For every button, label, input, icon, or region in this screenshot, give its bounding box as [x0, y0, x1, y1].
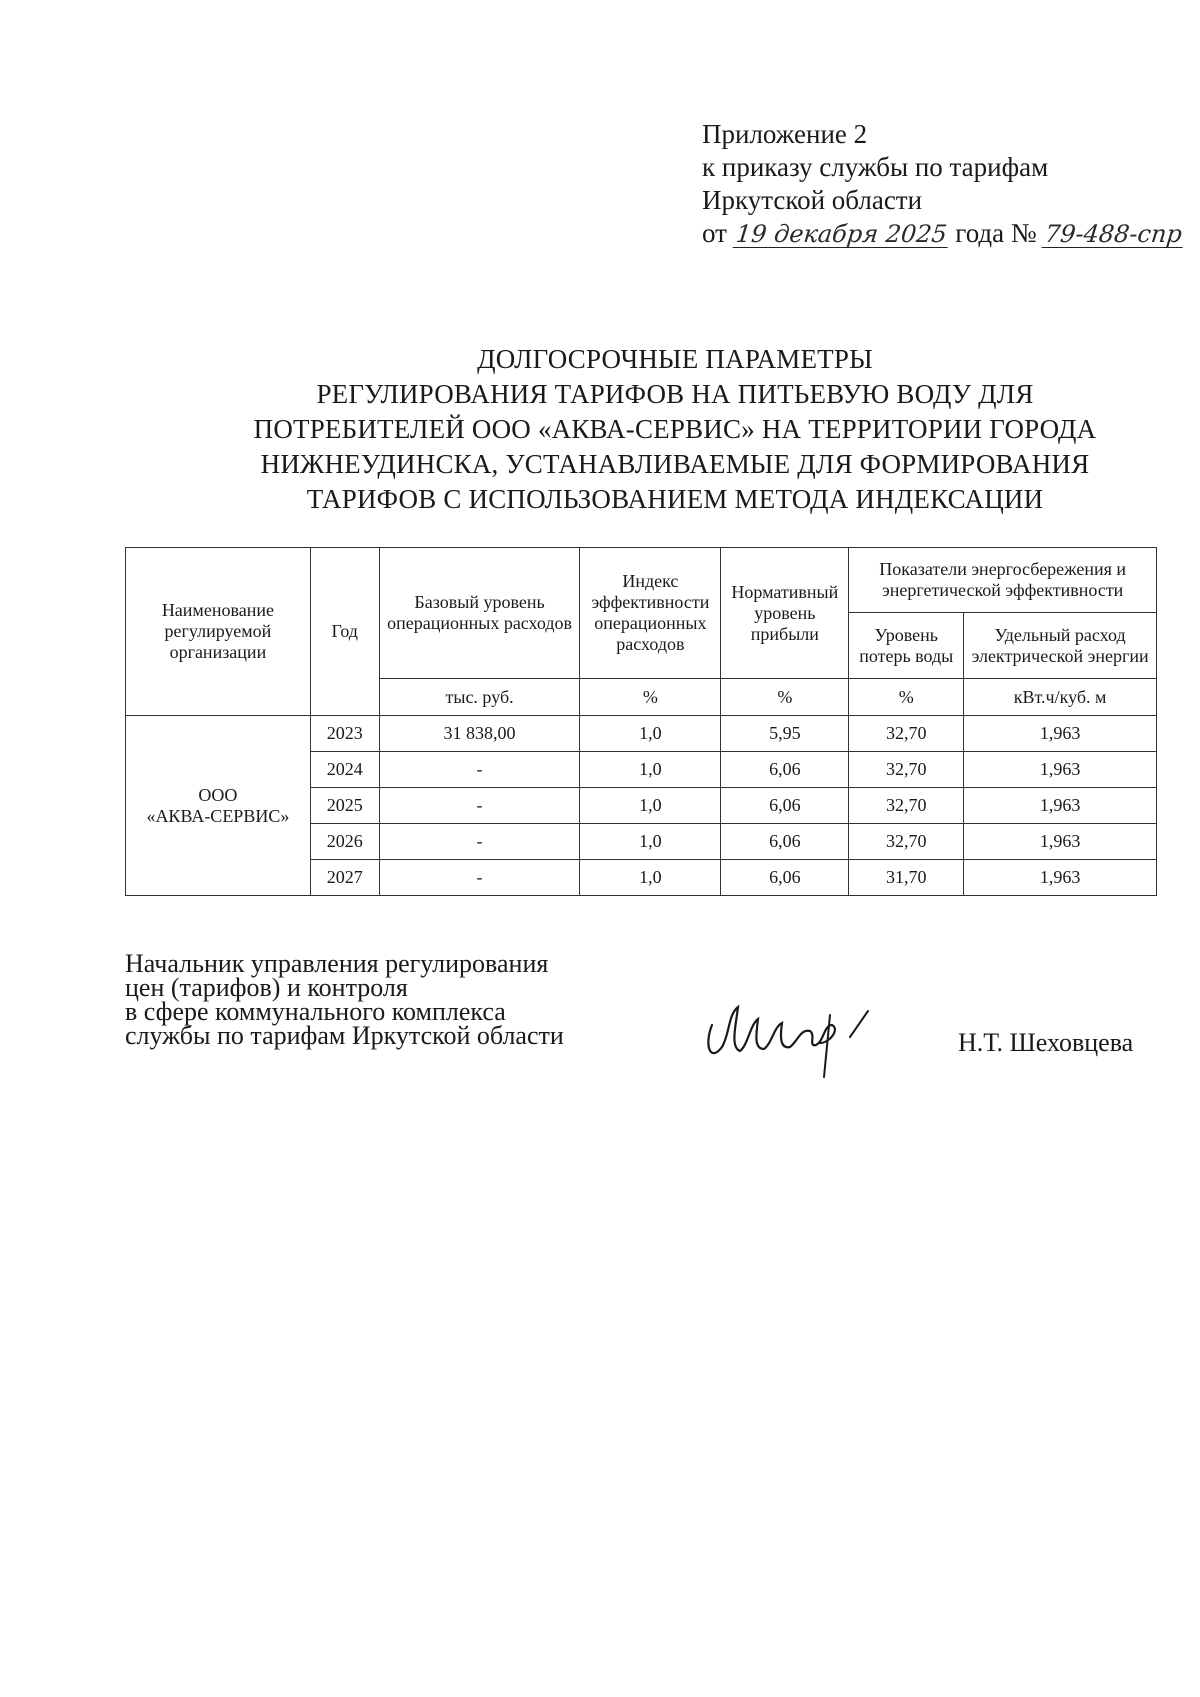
handwritten-signature: [700, 985, 900, 1085]
signature-icon: [700, 985, 900, 1080]
title-line4: НИЖНЕУДИНСКА, УСТАНАВЛИВАЕМЫЕ ДЛЯ ФОРМИРОВАНИЯ: [260, 449, 1090, 479]
cell-base: -: [379, 860, 580, 896]
document-title: [200, 342, 1150, 517]
title-line3: ПОТРЕБИТЕЛЕЙ ООО «АКВА-СЕРВИС» НА ТЕРРИТОРИИ ГОРОДА: [253, 414, 1097, 444]
position-line3: в сфере коммунального комплекса: [125, 997, 506, 1026]
header-energy-group: Показатели энергосбережения и энергетической эффективности: [849, 548, 1157, 613]
cell-energy: 1,963: [964, 824, 1157, 860]
organization-line2: «АКВА-СЕРВИС»: [146, 805, 290, 826]
header-electricity-use: Удельный расход электрической энергии: [964, 613, 1157, 679]
cell-index: 1,0: [580, 860, 721, 896]
number-prefix: года №: [955, 218, 1037, 248]
cell-year: 2024: [310, 752, 379, 788]
cell-year: 2025: [310, 788, 379, 824]
table-row: [126, 716, 1157, 752]
unit-loss: %: [849, 679, 964, 716]
organization-line1: ООО: [198, 784, 238, 805]
cell-index: 1,0: [580, 788, 721, 824]
cell-energy: 1,963: [964, 752, 1157, 788]
cell-index: 1,0: [580, 716, 721, 752]
cell-energy: 1,963: [964, 860, 1157, 896]
appendix-line3: Иркутской области: [702, 185, 923, 215]
title-line1: ДОЛГОСРОЧНЫЕ ПАРАМЕТРЫ: [477, 344, 873, 374]
header-year: Год: [310, 548, 379, 716]
date-prefix: от: [702, 218, 727, 248]
cell-base: -: [379, 752, 580, 788]
position-line2: цен (тарифов) и контроля: [125, 973, 408, 1002]
appendix-line2: к приказу службы по тарифам: [702, 152, 1049, 182]
cell-base: -: [379, 788, 580, 824]
appendix-date-line: [702, 217, 1184, 250]
handwritten-number: 79-488-спр: [1043, 220, 1184, 248]
signer-name: Н.Т. Шеховцева: [958, 1028, 1134, 1057]
position-line4: службы по тарифам Иркутской области: [125, 1021, 564, 1050]
cell-index: 1,0: [580, 824, 721, 860]
title-line5: ТАРИФОВ С ИСПОЛЬЗОВАНИЕМ МЕТОДА ИНДЕКСАЦИИ: [306, 484, 1044, 514]
title-line2: РЕГУЛИРОВАНИЯ ТАРИФОВ НА ПИТЬЕВУЮ ВОДУ ДЛЯ: [316, 379, 1034, 409]
cell-index: 1,0: [580, 752, 721, 788]
cell-profit: 6,06: [721, 752, 849, 788]
header-efficiency-index: Индекс эффективности операционных расходов: [580, 548, 721, 679]
parameters-table: [125, 547, 1157, 896]
appendix-line1: Приложение 2: [702, 119, 868, 149]
organization-cell: [126, 716, 311, 896]
appendix-block: [702, 118, 1184, 250]
cell-profit: 6,06: [721, 788, 849, 824]
header-org: Наименование регулируемой организации: [126, 548, 311, 716]
header-row: [126, 548, 1157, 613]
unit-index: %: [580, 679, 721, 716]
cell-base: -: [379, 824, 580, 860]
cell-energy: 1,963: [964, 716, 1157, 752]
cell-profit: 6,06: [721, 824, 849, 860]
cell-energy: 1,963: [964, 788, 1157, 824]
unit-profit: %: [721, 679, 849, 716]
signatory-position: [125, 949, 564, 1050]
cell-year: 2027: [310, 860, 379, 896]
cell-base: 31 838,00: [379, 716, 580, 752]
cell-loss: 32,70: [849, 716, 964, 752]
cell-profit: 5,95: [721, 716, 849, 752]
cell-year: 2023: [310, 716, 379, 752]
cell-loss: 32,70: [849, 824, 964, 860]
cell-loss: 31,70: [849, 860, 964, 896]
unit-base: тыс. руб.: [379, 679, 580, 716]
cell-year: 2026: [310, 824, 379, 860]
cell-loss: 32,70: [849, 788, 964, 824]
unit-energy: кВт.ч/куб. м: [964, 679, 1157, 716]
cell-profit: 6,06: [721, 860, 849, 896]
header-water-loss: Уровень потерь воды: [849, 613, 964, 679]
handwritten-date: 19 декабря 2025: [734, 220, 949, 248]
header-base-level: Базовый уровень операционных расходов: [379, 548, 580, 679]
position-line1: Начальник управления регулирования: [125, 949, 549, 978]
header-profit-level: Нормативный уровень прибыли: [721, 548, 849, 679]
cell-loss: 32,70: [849, 752, 964, 788]
